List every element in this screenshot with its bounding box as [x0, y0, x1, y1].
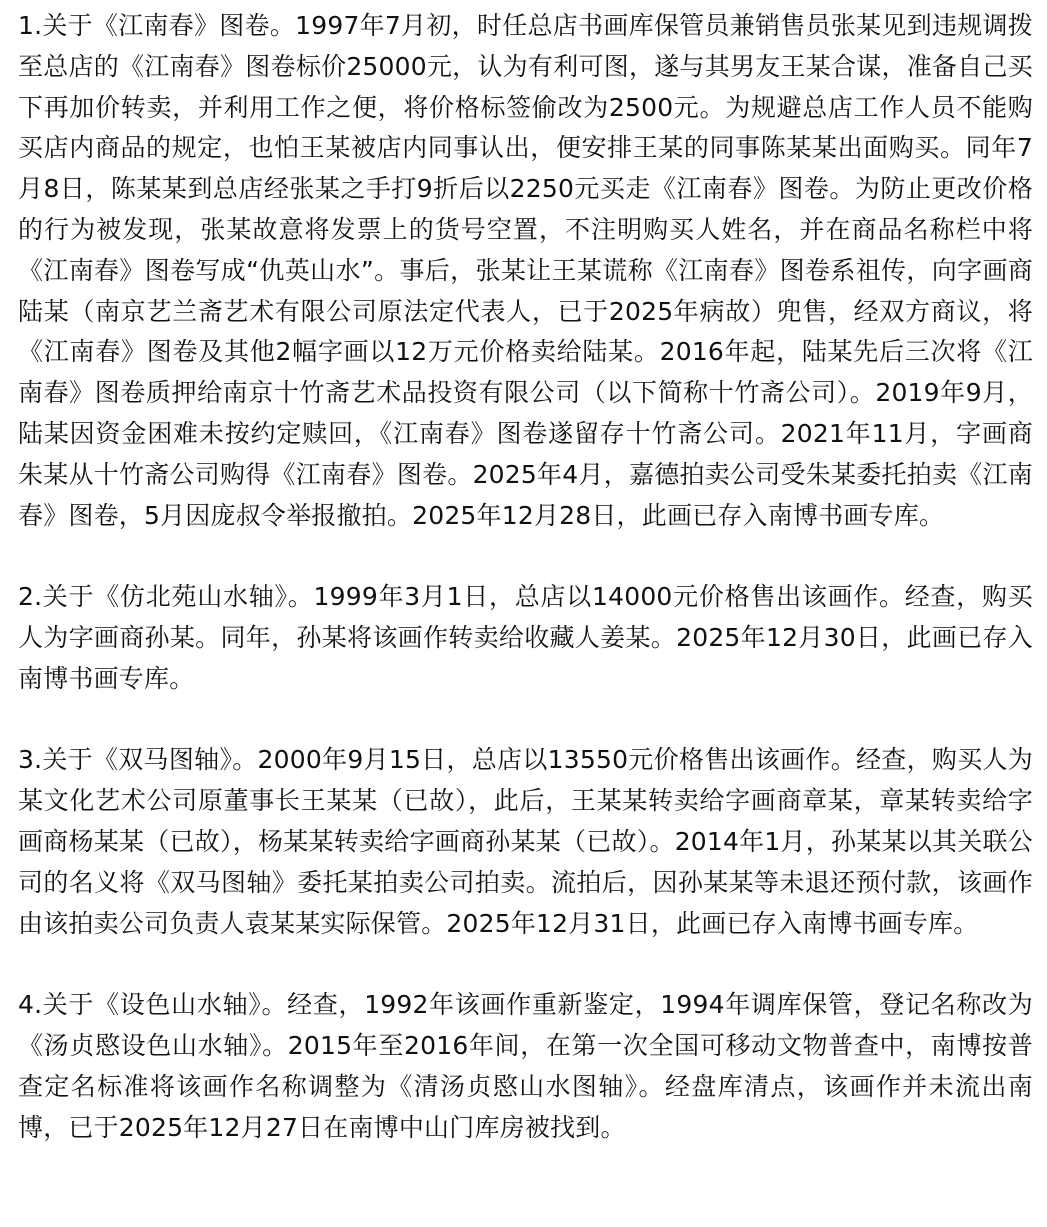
paragraph-jiangnanchun: 1.关于《江南春》图卷。1997年7月初，时任总店书画库保管员兼销售员张某见到违规调拨至总店的《江南春》图卷标价25000元，认为有利可图，遂与其男友王某合谋，准备自己买下再加价转卖，并利用工作之便，将价格标签偷改为2500元。为规避总店工作人员不能购买店内商品的规定，也怕王某被店内同事认出，便安排王某的同事陈某某出面购买。同年7月8日，陈某某到总店经张某之手打9折后以2250元买走《江南春》图卷。为防止更改价格的行为被发现，张某故意将发票上的货号空置，不注明购买人姓名，并在商品名称栏中将《江南春》图卷写成“仇英山水”。事后，张某让王某谎称《江南春》图卷系祖传，向字画商陆某（南京艺兰斋艺术有限公司原法定代表人，已于2025年病故）兜售，经双方商议，将《江南春》图卷及其他2幅字画以12万元价格卖给陆某。2016年起，陆某先后三次将《江南春》图卷质押给南京十竹斋艺术品投资有限公司（以下简称十竹斋公司）。2019年9月，陆某因资金困难未按约定赎回，《江南春》图卷遂留存十竹斋公司。2021年11月，字画商朱某从十竹斋公司购得《江南春》图卷。2025年4月，嘉德拍卖公司受朱某委托拍卖《江南春》图卷，5月因庞叔令举报撤拍。2025年12月28日，此画已存入南博书画专库。: [18, 11, 1033, 530]
paragraph-fang-beiyuan: 2.关于《仿北苑山水轴》。1999年3月1日，总店以14000元价格售出该画作。经查，购买人为字画商孙某。同年，孙某将该画作转卖给收藏人姜某。2025年12月30日，此画已存入南博书画专库。: [18, 582, 1033, 693]
paragraph-shuangma: 3.关于《双马图轴》。2000年9月15日，总店以13550元价格售出该画作。经查，购买人为某文化艺术公司原董事长王某某（已故），此后，王某某转卖给字画商章某，章某转卖给字画商杨某某（已故），杨某某转卖给字画商孙某某（已故）。2014年1月，孙某某以其关联公司的名义将《双马图轴》委托某拍卖公司拍卖。流拍后，因孙某某等未退还预付款，该画作由该拍卖公司负责人袁某某实际保管。2025年12月31日，此画已存入南博书画专库。: [18, 745, 1033, 938]
paragraph-sese-shanshui: 4.关于《设色山水轴》。经查，1992年该画作重新鉴定，1994年调库保管，登记名称改为《汤贞愍设色山水轴》。2015年至2016年间，在第一次全国可移动文物普查中，南博按普查定名标准将该画作名称调整为《清汤贞愍山水图轴》。经盘库清点，该画作并未流出南博，已于2025年12月27日在南博中山门库房被找到。: [18, 990, 1033, 1142]
